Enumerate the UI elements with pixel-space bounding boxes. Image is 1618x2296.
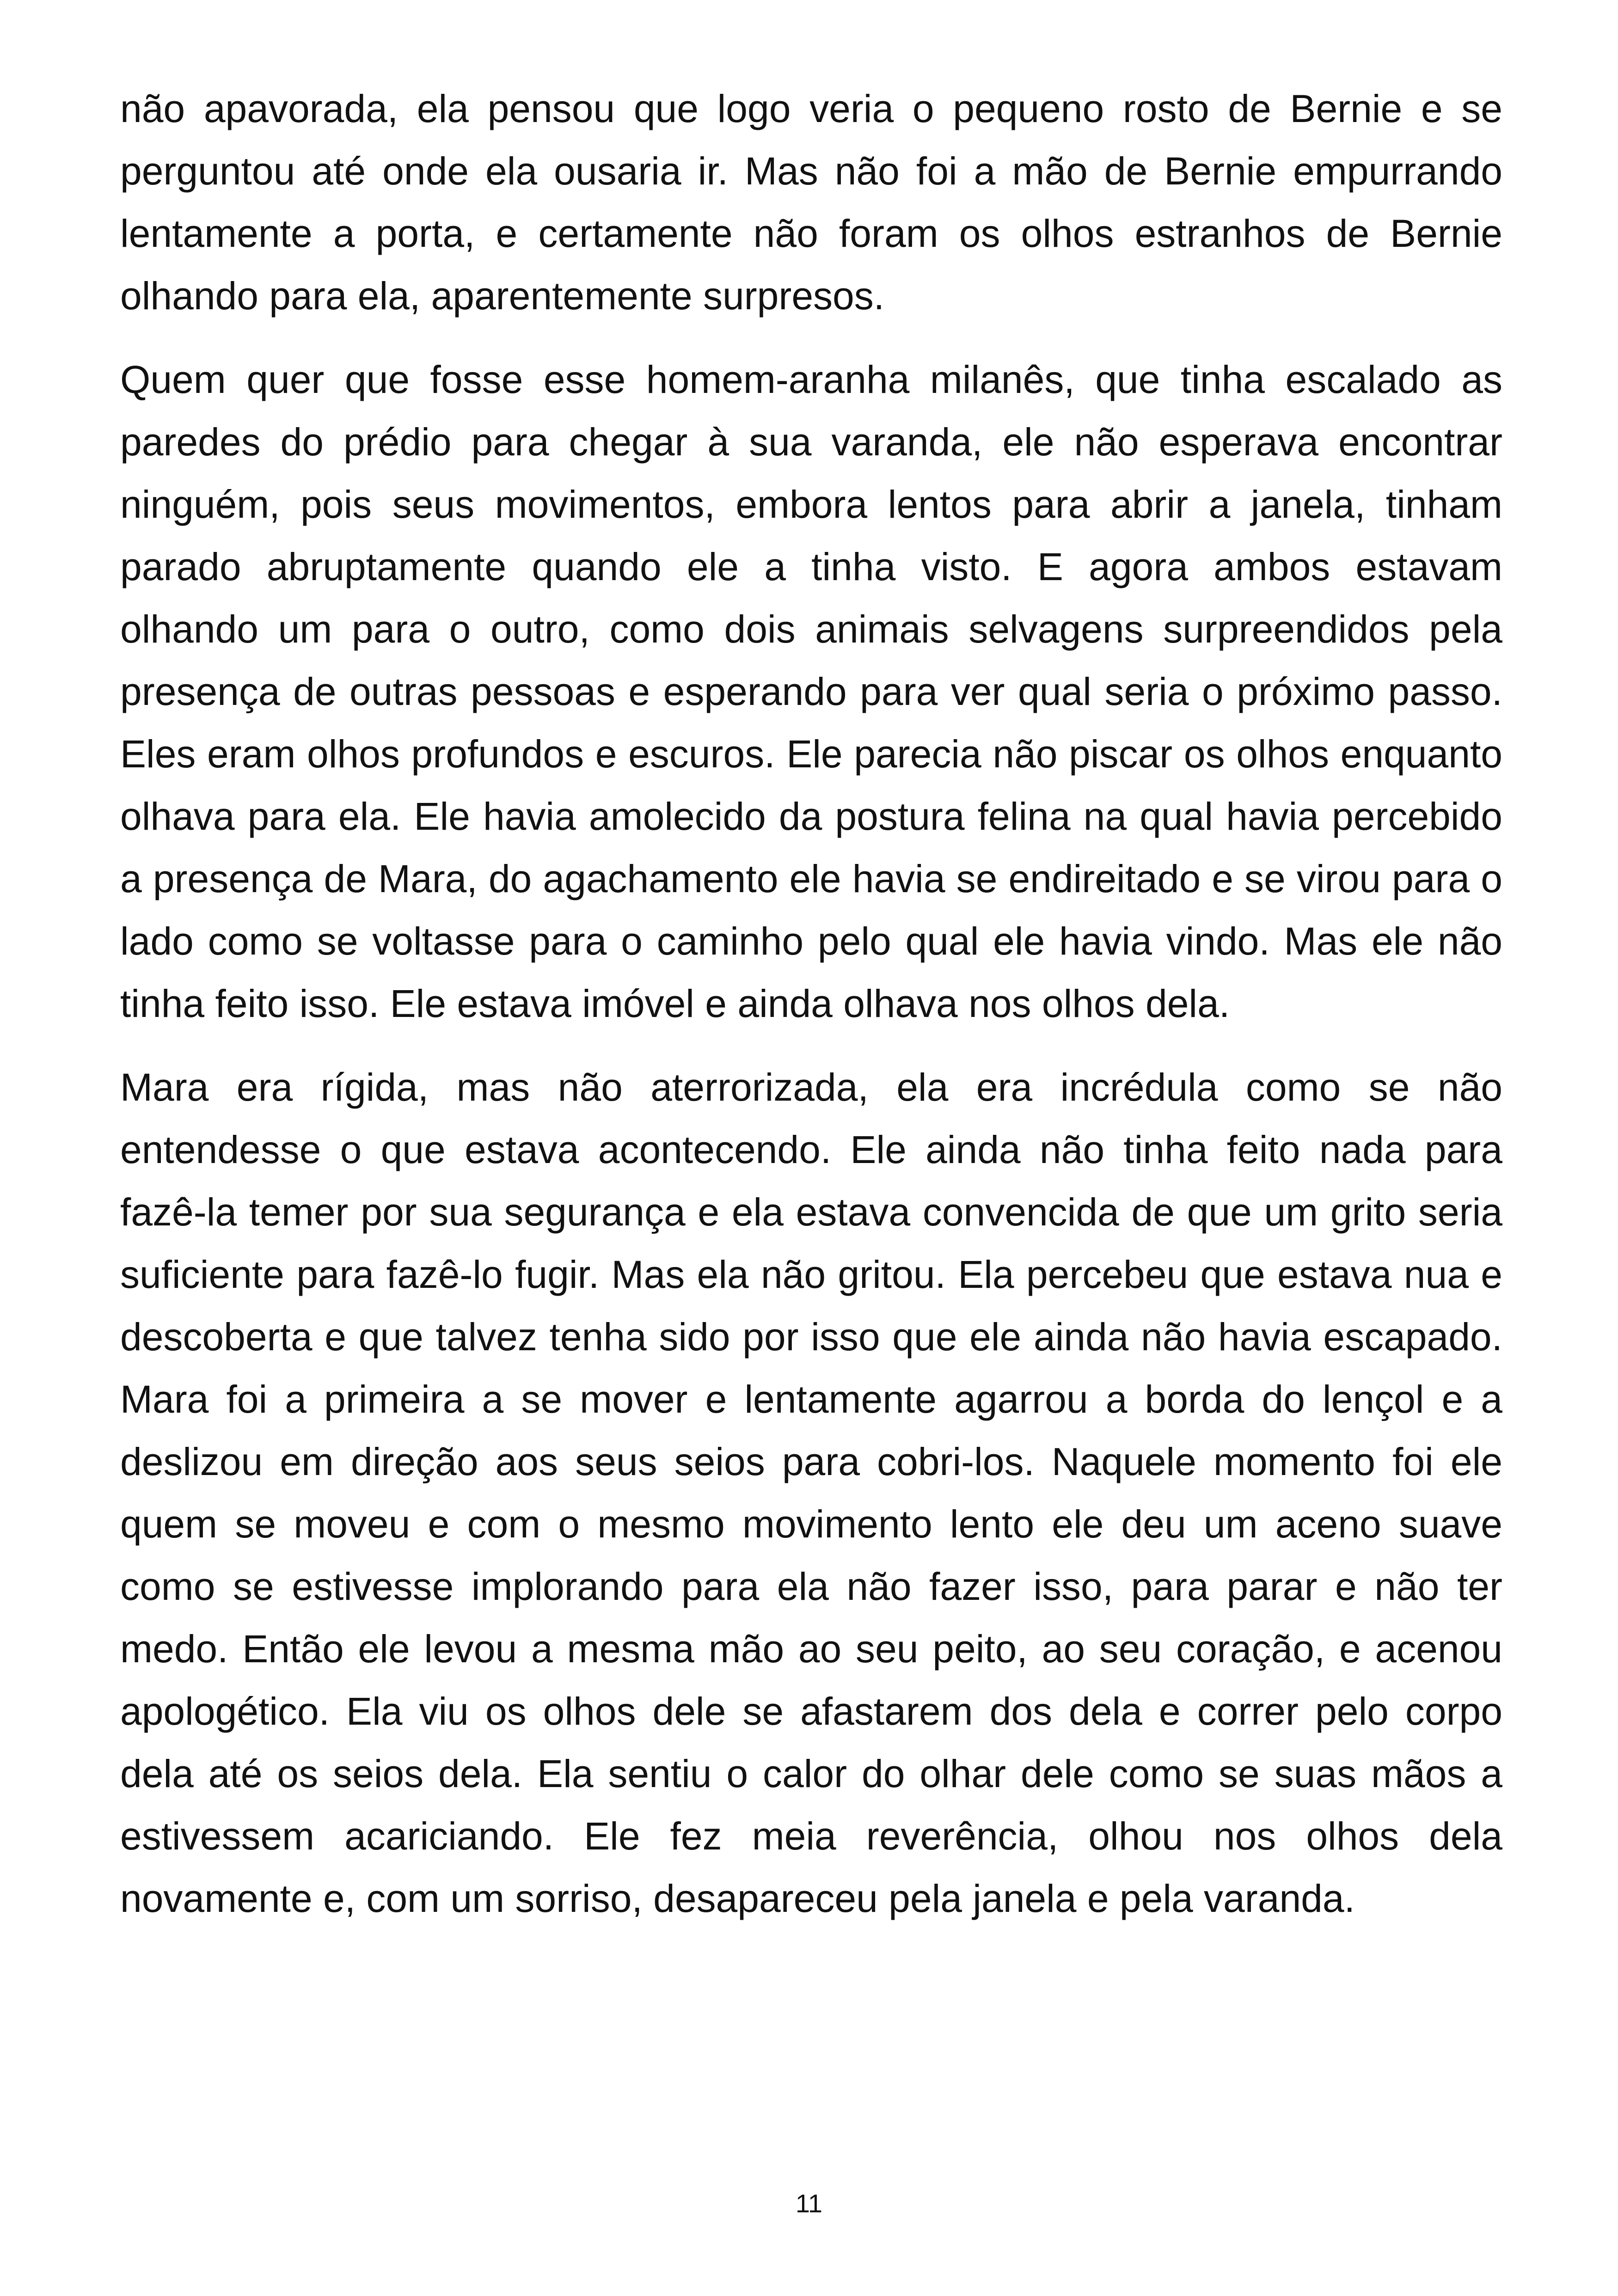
- paragraph-3: Mara era rígida, mas não aterrorizada, ela era incrédula como se não entendesse o que estava acontecendo. Ele ainda não tinha feito nada para fazê-la temer por sua segurança e ela estava convencida de que um grito seria suficiente para fazê-lo fugir. Mas ela não gritou. Ela percebeu que estava nua e descoberta e que talvez tenha sido por isso que ele ainda não havia escapado. Mara foi a primeira a se mover e lentamente agarrou a borda do lençol e a deslizou em direção aos seus seios para cobri-los. Naquele momento foi ele quem se moveu e com o mesmo movimento lento ele deu um aceno suave como se estivesse implorando para ela não fazer isso, para parar e não ter medo. Então ele levou a mesma mão ao seu peito, ao seu coração, e acenou apologético. Ela viu os olhos dele se afastarem dos dela e correr pelo corpo dela até os seios dela. Ela sentiu o calor do olhar dele como se suas mãos a estivessem acariciando. Ele fez meia reverência, olhou nos olhos dela novamente e, com um sorriso, desapareceu pela janela e pela varanda.: [120, 1065, 1502, 1920]
- body-text: [120, 78, 1502, 1951]
- paragraph-1: não apavorada, ela pensou que logo veria o pequeno rosto de Bernie e se perguntou até onde ela ousaria ir. Mas não foi a mão de Bernie empurrando lentamente a porta, e certamente não foram os olhos estranhos de Bernie olhando para ela, aparentemente surpresos.: [120, 87, 1502, 318]
- paragraph-2: Quem quer que fosse esse homem-aranha milanês, que tinha escalado as paredes do prédio para chegar à sua varanda, ele não esperava encontrar ninguém, pois seus movimentos, embora lentos para abrir a janela, tinham parado abruptamente quando ele a tinha visto. E agora ambos estavam olhando um para o outro, como dois animais selvagens surpreendidos pela presença de outras pessoas e esperando para ver qual seria o próximo passo. Eles eram olhos profundos e escuros. Ele parecia não piscar os olhos enquanto olhava para ela. Ele havia amolecido da postura felina na qual havia percebido a presença de Mara, do agachamento ele havia se endireitado e se virou para o lado como se voltasse para o caminho pelo qual ele havia vindo. Mas ele não tinha feito isso. Ele estava imóvel e ainda olhava nos olhos dela.: [120, 358, 1502, 1025]
- page-number: 11: [795, 2189, 823, 2218]
